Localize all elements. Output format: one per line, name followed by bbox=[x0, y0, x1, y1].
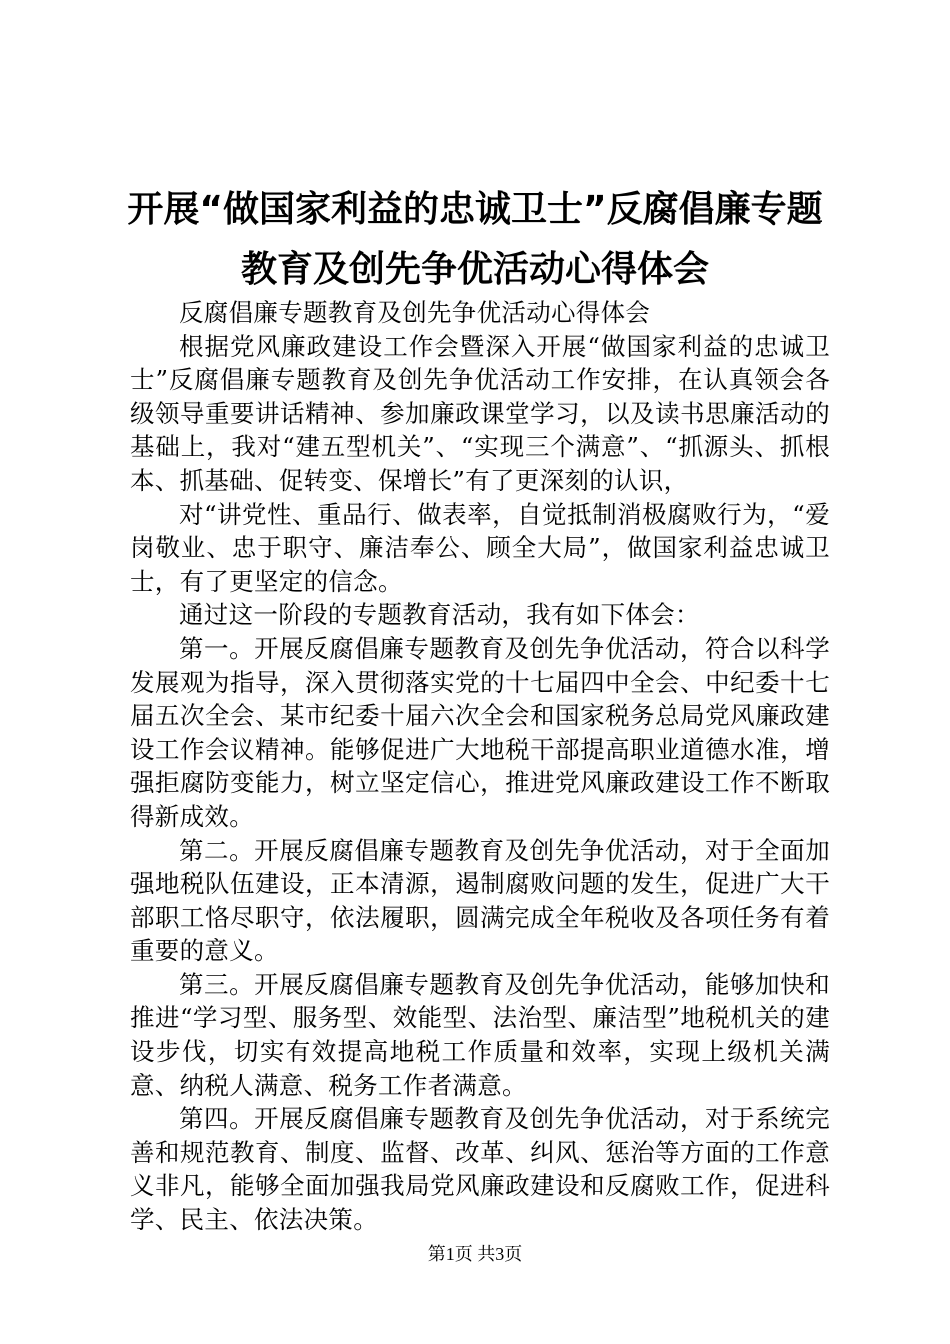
document-title-line-1: 开展“做国家利益的忠诚卫士”反腐倡廉专题 bbox=[127, 189, 823, 230]
body-paragraph: 根据党风廉政建设工作会暨深入开展“做国家利益的忠诚卫士”反腐倡廉专题教育及创先争优活动工作安排，在认真领会各级领导重要讲话精神、参加廉政课堂学习，以及读书思廉活动的基础上，我对“建五型机关”、“实现三个满意”、“抓源头、抓根本、抓基础、促转变、保增长”有了更深刻的认识， bbox=[130, 331, 831, 495]
body-paragraph: 通过这一阶段的专题教育活动，我有如下体会： bbox=[179, 600, 700, 630]
body-paragraph: 第四。开展反腐倡廉专题教育及创先争优活动，对于系统完善和规范教育、制度、监督、改革、纠风、惩治等方面的工作意义非凡，能够全面加强我局党风廉政建设和反腐败工作，促进科学、民主、依法决策。 bbox=[130, 1104, 830, 1235]
body-paragraph: 第三。开展反腐倡廉专题教育及创先争优活动，能够加快和推进“学习型、服务型、效能型、法治型、廉洁型”地税机关的建设步伐，切实有效提高地税工作质量和效率，实现上级机关满意、纳税人满意、税务工作者满意。 bbox=[130, 969, 830, 1100]
body-paragraph: 对“讲党性、重品行、做表率，自觉抵制消极腐败行为，“爱岗敬业、忠于职守、廉洁奉公、顾全大局”，做国家利益忠诚卫士，有了更坚定的信念。 bbox=[130, 499, 830, 596]
body-paragraph: 第一。开展反腐倡廉专题教育及创先争优活动，符合以科学发展观为指导，深入贯彻落实党的十七届四中全会、中纪委十七届五次全会、某市纪委十届六次全会和国家税务总局党风廉政建设工作会议精神。能够促进广大地税干部提高职业道德水准，增强拒腐防变能力，树立坚定信心，推进党风廉政建设工作不断取得新成效。 bbox=[130, 633, 830, 831]
document-title-line-2: 教育及创先争优活动心得体会 bbox=[240, 249, 709, 290]
subtitle-paragraph: 反腐倡廉专题教育及创先争优活动心得体会 bbox=[179, 298, 651, 327]
page-number-footer: 第1页 共3页 bbox=[427, 1244, 523, 1264]
body-paragraph: 第二。开展反腐倡廉专题教育及创先争优活动，对于全面加强地税队伍建设，正本清源，遏制腐败问题的发生，促进广大干部职工恪尽职守，依法履职，圆满完成全年税收及各项任务有着重要的意义。 bbox=[130, 835, 830, 966]
document-body bbox=[130, 296, 830, 1237]
